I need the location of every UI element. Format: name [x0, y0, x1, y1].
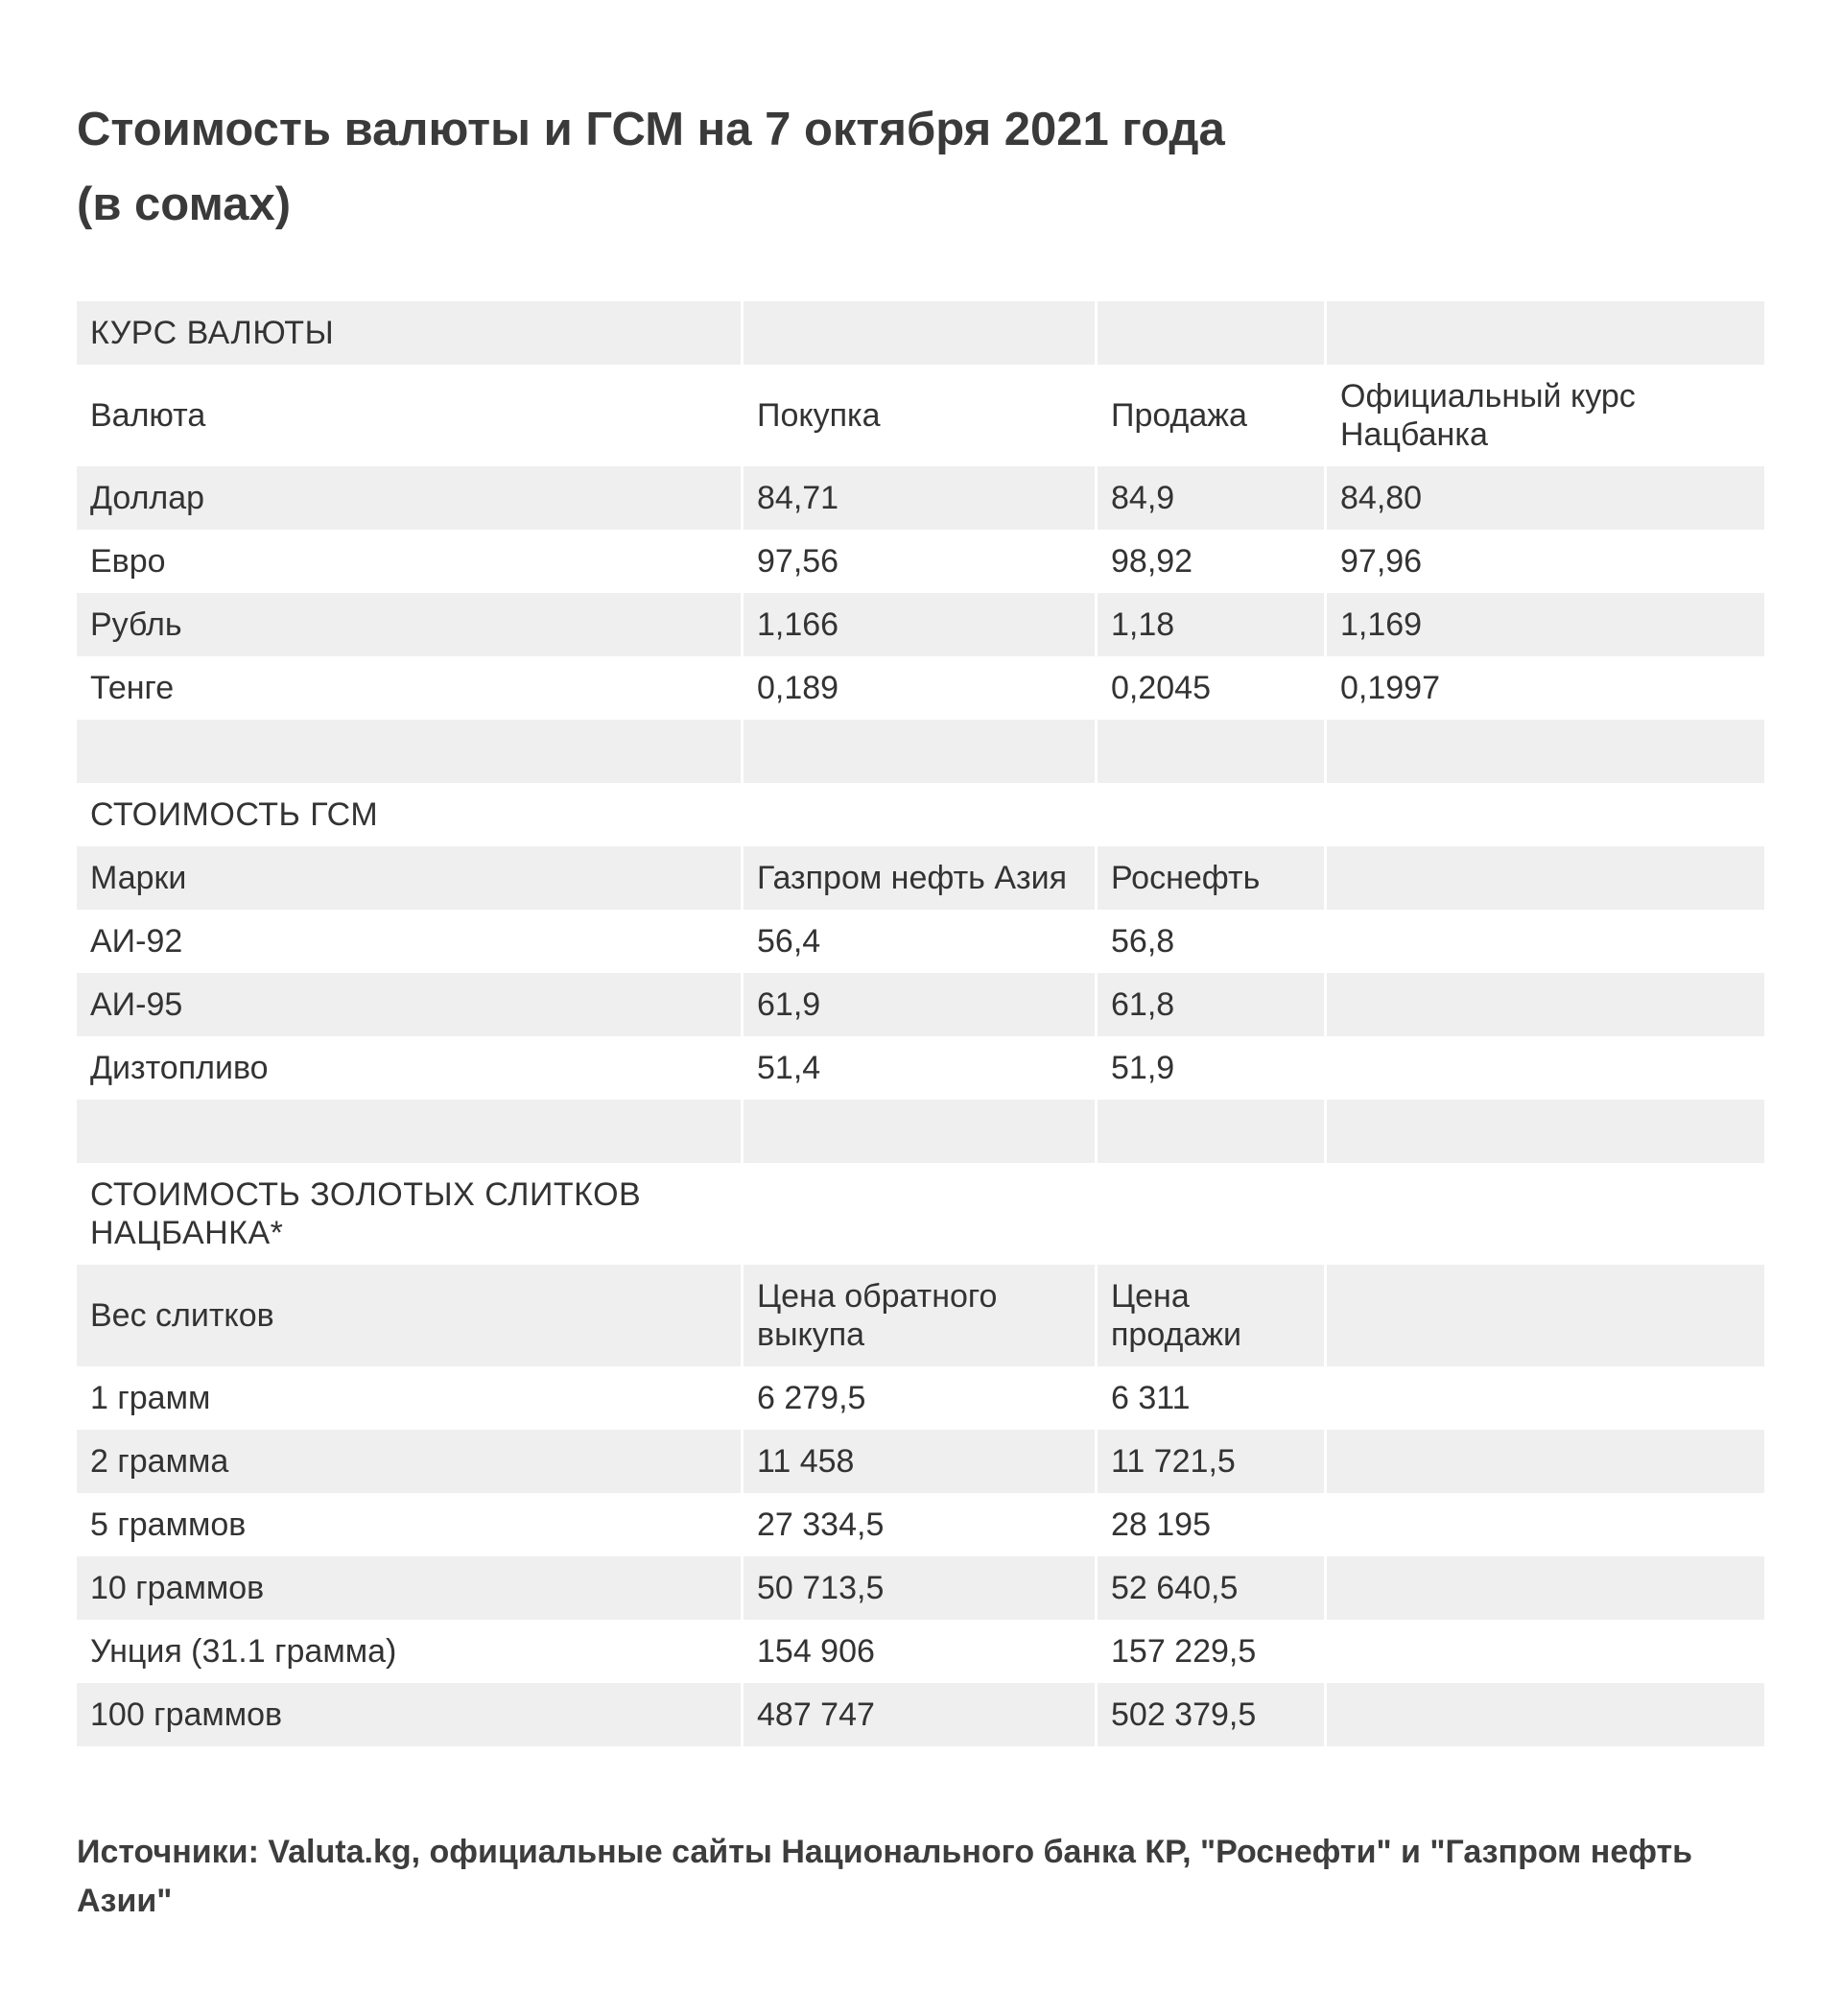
table-cell: Дизтопливо — [90, 1050, 269, 1086]
table-row — [77, 530, 1764, 593]
table-row — [77, 1366, 1764, 1430]
table-cell: 61,9 — [744, 973, 1095, 1036]
section-label-fuel: СТОИМОСТЬ ГСМ — [90, 796, 379, 833]
table-row — [77, 1430, 1764, 1493]
table-row — [77, 973, 1764, 1036]
table-cell: 6 279,5 — [757, 1380, 866, 1416]
column-header: Цена продажи — [1098, 1265, 1324, 1366]
table-cell: 97,96 — [1340, 543, 1423, 580]
table-row — [77, 466, 1764, 530]
table-row — [77, 1683, 1764, 1746]
table-cell: 1,169 — [1327, 593, 1764, 656]
column-header: Продажа — [1111, 397, 1247, 434]
table-cell: Тенге — [90, 670, 175, 706]
section-label-gold: СТОИМОСТЬ ЗОЛОТЫХ СЛИТКОВ НАЦБАНКА* — [90, 1176, 642, 1251]
table-cell: 56,8 — [1111, 923, 1175, 960]
table-row — [77, 656, 1764, 720]
table-cell: 0,189 — [757, 670, 839, 706]
table-cell: Унция (31.1 грамма) — [90, 1633, 397, 1670]
column-header: Валюта — [90, 397, 206, 434]
fuel-header-row — [77, 846, 1764, 910]
table-row — [77, 593, 1764, 656]
table-cell: 97,56 — [757, 543, 839, 580]
table-cell: Рубль — [77, 593, 741, 656]
table-cell: 10 граммов — [77, 1556, 741, 1620]
table-cell: 28 195 — [1111, 1506, 1211, 1543]
table-cell: 1,18 — [1098, 593, 1324, 656]
table-cell: 5 граммов — [90, 1506, 247, 1543]
table-cell — [1327, 1683, 1764, 1746]
table-cell: 61,8 — [1098, 973, 1324, 1036]
table-cell: 502 379,5 — [1098, 1683, 1324, 1746]
column-header — [1327, 846, 1764, 910]
table-cell: Евро — [90, 543, 166, 580]
table-cell: АИ-95 — [77, 973, 741, 1036]
table-cell — [1327, 1620, 1764, 1683]
table-cell: 1,166 — [744, 593, 1095, 656]
table-row — [77, 910, 1764, 973]
table-cell: 51,4 — [757, 1050, 821, 1086]
rates-table — [74, 301, 1767, 1746]
table-cell: АИ-92 — [90, 923, 183, 960]
table-cell: 1 грамм — [90, 1380, 211, 1416]
table-cell: 50 713,5 — [744, 1556, 1095, 1620]
table-cell: 157 229,5 — [1111, 1633, 1257, 1670]
gold-header-row — [77, 1265, 1764, 1366]
source-note: Источники: Valuta.kg, официальные сайты Национального банка КР, "Роснефти" и "Газпром нефть Азии" — [77, 1834, 1693, 1919]
table-cell — [1327, 1493, 1764, 1556]
table-cell: 0,2045 — [1111, 670, 1211, 706]
table-cell — [1327, 973, 1764, 1036]
article-page — [77, 0, 1756, 1919]
table-cell — [1327, 910, 1764, 973]
currency-header-row — [77, 365, 1764, 466]
table-cell: Доллар — [77, 466, 741, 530]
currency-section-row — [77, 301, 1764, 365]
table-cell: 84,71 — [744, 466, 1095, 530]
table-cell — [1327, 1366, 1764, 1430]
spacer-row — [77, 720, 1764, 783]
column-header — [1327, 1265, 1764, 1366]
table-cell: 487 747 — [744, 1683, 1095, 1746]
table-cell: 27 334,5 — [757, 1506, 885, 1543]
table-cell: 100 граммов — [77, 1683, 741, 1746]
table-cell — [1327, 1036, 1764, 1100]
table-cell: 11 721,5 — [1098, 1430, 1324, 1493]
table-cell — [1327, 1430, 1764, 1493]
column-header: Официальный курс Нацбанка — [1340, 378, 1636, 453]
page-title — [77, 0, 1420, 242]
table-row — [77, 1556, 1764, 1620]
table-cell: 11 458 — [744, 1430, 1095, 1493]
table-cell: 6 311 — [1111, 1380, 1191, 1416]
fuel-section-row — [77, 783, 1764, 846]
table-cell: 98,92 — [1111, 543, 1193, 580]
table-cell: 84,9 — [1098, 466, 1324, 530]
gold-section-row — [77, 1163, 1764, 1265]
table-row — [77, 1493, 1764, 1556]
table-cell: 154 906 — [757, 1633, 875, 1670]
column-header: Цена обратного выкупа — [744, 1265, 1095, 1366]
column-header: Покупка — [757, 397, 881, 434]
page-title-line-2: (в сомах) — [77, 178, 292, 230]
column-header: Вес слитков — [77, 1265, 741, 1366]
table-cell: 52 640,5 — [1098, 1556, 1324, 1620]
spacer-row — [77, 1100, 1764, 1163]
column-header: Газпром нефть Азия — [744, 846, 1095, 910]
table-cell: 84,80 — [1327, 466, 1764, 530]
column-header: Марки — [77, 846, 741, 910]
table-cell: 0,1997 — [1340, 670, 1440, 706]
page-title-line-1: Стоимость валюты и ГСМ на 7 октября 2021 года — [77, 104, 1225, 155]
table-row — [77, 1036, 1764, 1100]
table-cell: 56,4 — [757, 923, 821, 960]
column-header: Роснефть — [1098, 846, 1324, 910]
table-cell: 2 грамма — [77, 1430, 741, 1493]
section-label-currency: КУРС ВАЛЮТЫ — [77, 301, 741, 365]
table-cell — [1327, 1556, 1764, 1620]
table-cell: 51,9 — [1111, 1050, 1175, 1086]
table-row — [77, 1620, 1764, 1683]
